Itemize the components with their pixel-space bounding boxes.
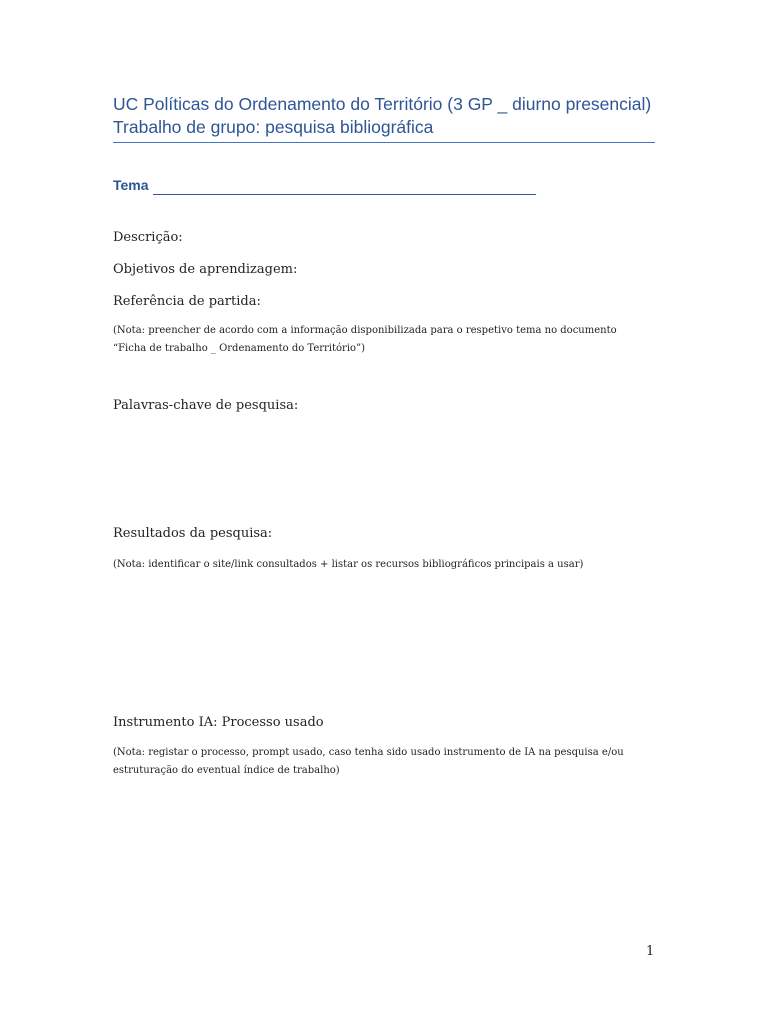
instrumento-ia-note: (Nota: registar o processo, prompt usado, caso tenha sido usado instrumento de IA na pesquisa e/ou estruturação do eventual índice de trabalho)	[113, 747, 624, 776]
page-number: 1	[646, 944, 655, 959]
referencia-note: (Nota: preencher de acordo com a informação disponibilizada para o respetivo tema no documento “Ficha de trabalho _ Ordenamento do Território”)	[113, 325, 617, 354]
palavras-chave-label: Palavras-chave de pesquisa:	[113, 398, 299, 413]
title-line-1: UC Políticas do Ordenamento do Território (3 GP _ diurno presencial)	[113, 94, 652, 114]
referencia-label: Referência de partida:	[113, 294, 261, 309]
tema-blank-line	[153, 180, 536, 195]
objetivos-label: Objetivos de aprendizagem:	[113, 262, 298, 277]
document-title	[113, 93, 655, 139]
instrumento-ia-label: Instrumento IA: Processo usado	[113, 715, 324, 730]
descricao-label: Descrição:	[113, 230, 183, 245]
title-underline-rule	[113, 142, 655, 143]
resultados-label: Resultados da pesquisa:	[113, 526, 273, 541]
title-line-2: Trabalho de grupo: pesquisa bibliográfica	[113, 117, 434, 137]
tema-label: Tema	[113, 177, 149, 193]
resultados-note: (Nota: identificar o site/link consultados + listar os recursos bibliográficos principais a usar)	[113, 559, 584, 570]
tema-field	[113, 175, 536, 195]
